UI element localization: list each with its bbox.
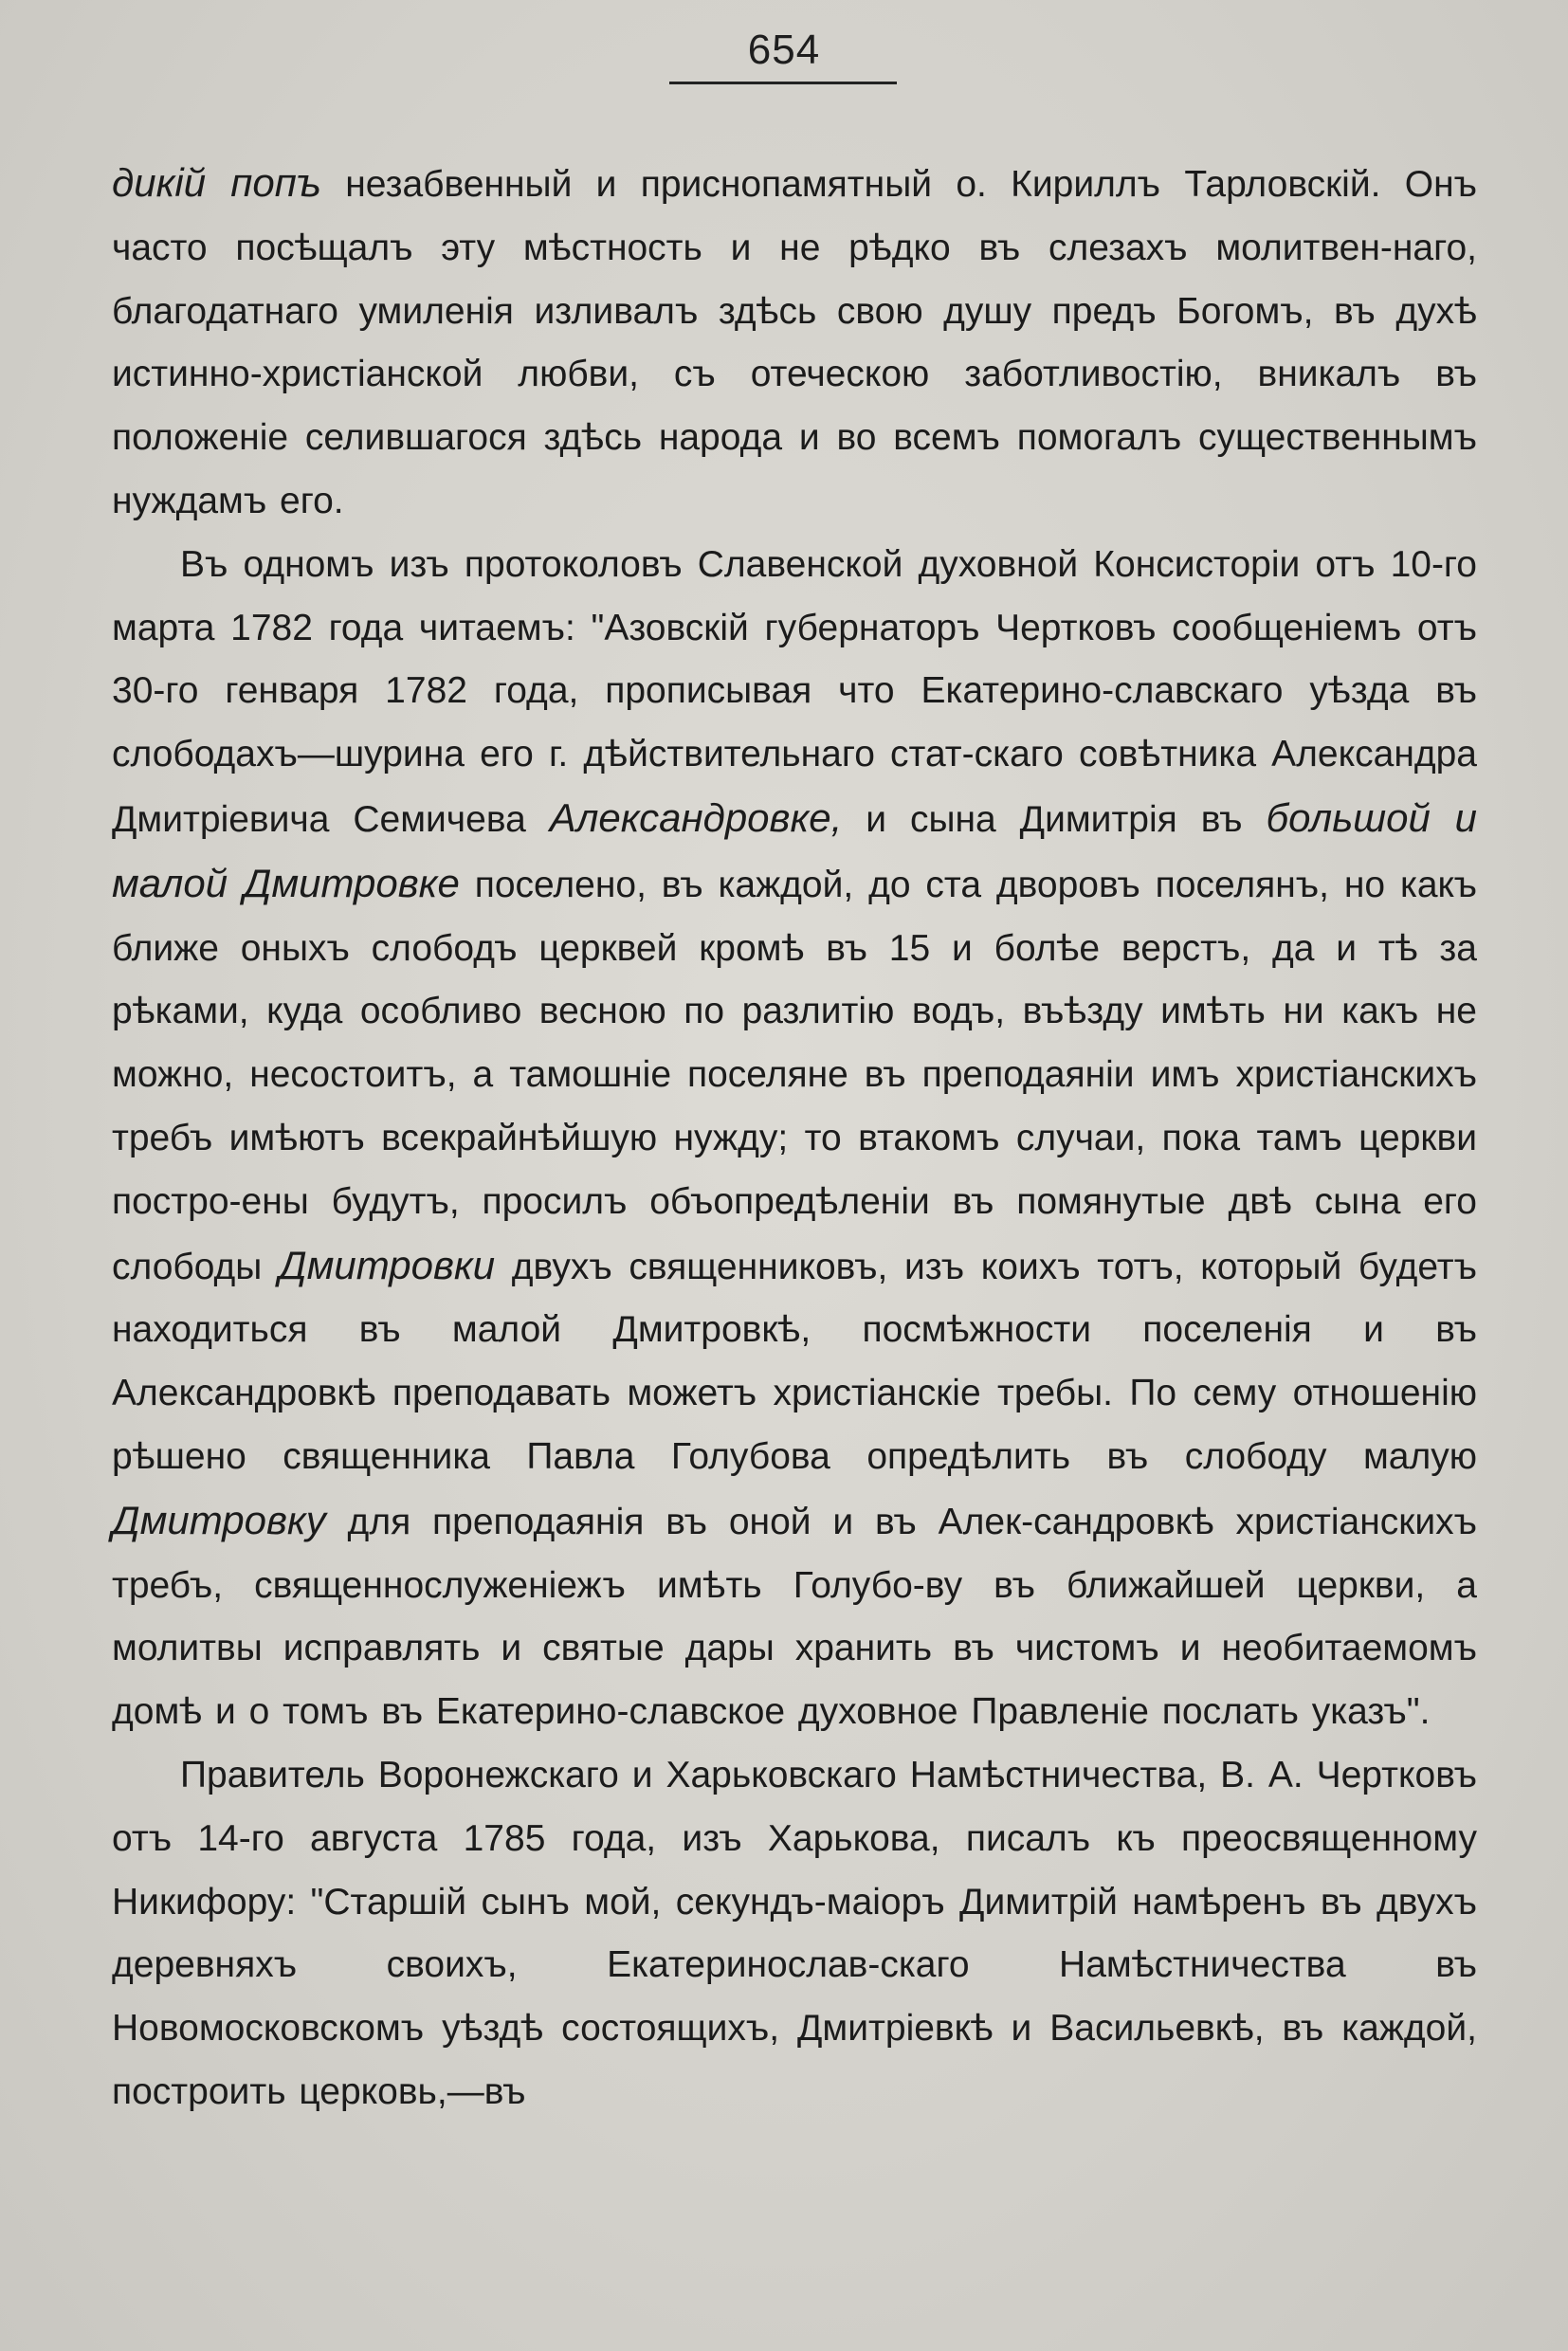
body-text [112, 152, 1477, 2124]
page-number: 654 [747, 27, 821, 73]
italic-text-run: Александровке, [549, 794, 843, 840]
page-number-rule [669, 82, 897, 84]
italic-text-run: большой и малой Дмитровке [112, 794, 1477, 905]
italic-text-run: Дмитровку [112, 1497, 326, 1542]
italic-text-run: дикій попъ [112, 160, 321, 205]
text-run: для преподаянія въ оной и въ Алек-сандровкѣ христіанскихъ требъ, священнослуженіежъ имѣть Голубо-ву въ ближайшей церкви, а молитвы исправлять и святые дары хранить въ чистомъ и необитаемомъ домѣ и о томъ въ Екатерино-славское духовное Правленіе послать указъ". [112, 1501, 1477, 1733]
paragraph [112, 152, 1477, 534]
text-run: двухъ священниковъ, изъ коихъ тотъ, который будетъ находиться въ малой Дмитровкѣ, посмѣжности поселенія и въ Александровкѣ преподавать можетъ христіанскіе требы. По сему отношенію рѣшено священника Павла Голубова опредѣлить въ слободу малую [112, 1246, 1477, 1477]
text-run: Въ одномъ изъ протоколовъ Славенской духовной Консисторіи отъ 10-го марта 1782 года читаемъ: "Азовскій губернаторъ Чертковъ сообщеніемъ отъ 30-го генваря 1782 года, прописывая что Екатерино-славскаго уѣзда въ слободахъ—шурина его г. дѣйствительнаго стат-скаго совѣтника Александра Дмитріевича Семичева [112, 543, 1477, 840]
text-run: поселено, въ каждой, до ста дворовъ поселянъ, но какъ ближе оныхъ слободъ церквей кромѣ въ 15 и болѣе верстъ, да и тѣ за рѣками, куда особливо весною по разлитію водъ, въѣзду имѣть ни какъ не можно, несостоитъ, а тамошніе поселяне въ преподаяніи имъ христіанскихъ требъ имѣютъ всекрайнѣйшую нужду; то втакомъ случаи, пока тамъ церкви постро-ены будутъ, просилъ объопредѣленіи въ помянутые двѣ сына его слободы [112, 864, 1477, 1287]
paragraph [112, 1744, 1477, 2124]
italic-text-run: Дмитровки [279, 1242, 496, 1287]
text-run: и сына Димитрія въ [842, 798, 1267, 840]
text-run: незабвенный и приснопамятный о. Кириллъ Тарловскій. Онъ часто посѣщалъ эту мѣстность и не рѣдко въ слезахъ молитвен-наго, благодатнаго умиленія изливалъ здѣсь свою душу предъ Богомъ, въ духѣ истинно-христіанской любви, съ отеческою заботливостію, вникалъ въ положеніе селившагося здѣсь народа и во всемъ помогалъ существеннымъ нуждамъ его. [112, 164, 1477, 521]
paragraph [112, 534, 1477, 1744]
text-run: Правитель Воронежскаго и Харьковскаго Намѣстничества, В. А. Чертковъ отъ 14-го августа 1785 года, изъ Харькова, писалъ къ преосвященному Никифору: "Старшій сынъ мой, секундъ-маіоръ Димитрій намѣренъ въ двухъ деревняхъ своихъ, Екатеринослав-скаго Намѣстничества въ Новомосковскомъ уѣздѣ состоящихъ, Дмитріевкѣ и Васильевкѣ, въ каждой, построить церковь,—въ [112, 1754, 1477, 2112]
